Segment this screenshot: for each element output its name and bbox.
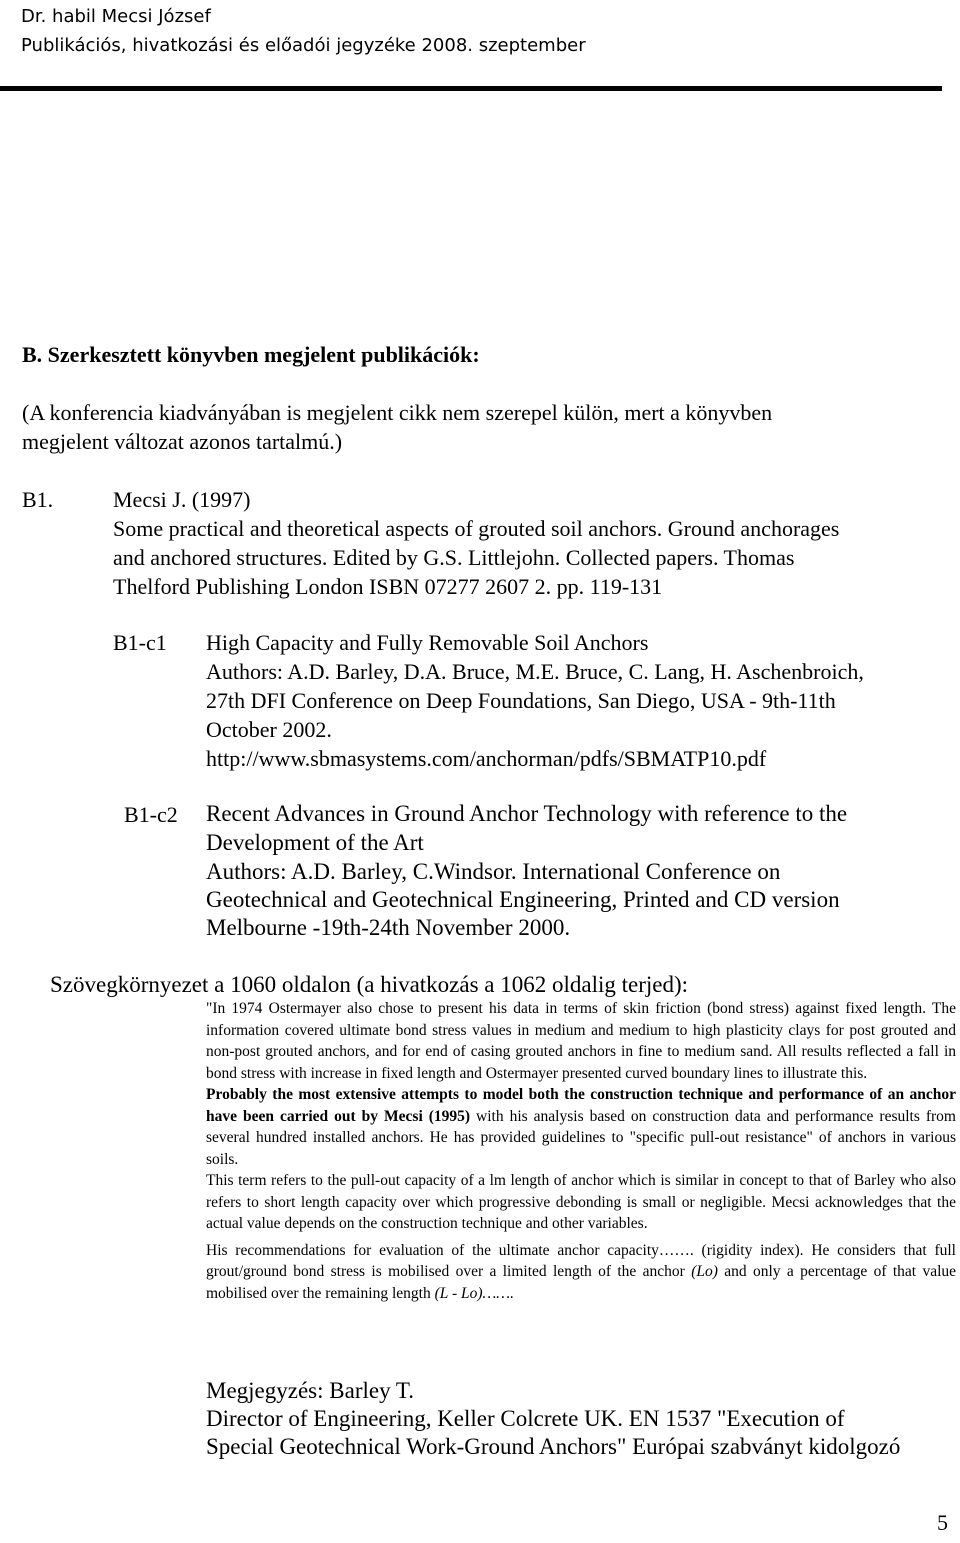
- entry-number: B1.: [22, 487, 54, 512]
- quote-paragraph: "In 1974 Ostermayer also chose to present his data in terms of skin friction (bond stress) against fixed length. The information covered ultimate bond stress values in medium and medium to high plasticity clays for post grouted and non-post grouted anchors, and for end of casing grouted anchors in fine to medium sand. All results reflected a fall in bond stress with increase in fixed length and Ostermayer presented curved boundary lines to illustrate this.: [206, 1000, 956, 1082]
- entry-line: and anchored structures. Edited by G.S. Littlejohn. Collected papers. Thomas: [113, 545, 795, 570]
- citation-line: October 2002.: [206, 717, 332, 742]
- citation-line: Melbourne -19th-24th November 2000.: [206, 915, 571, 940]
- entry-line: Some practical and theoretical aspects of grouted soil anchors. Ground anchorages: [113, 516, 840, 541]
- quote-text: His recommendations for evaluation of the ultimate anchor capacity……. (rigidity index). He considers that full grout/ground bond stress is mobilised over a limited length of the anchor: [206, 1241, 956, 1280]
- citation-line: Geotechnical and Geotechnical Engineering, Printed and CD version: [206, 887, 840, 912]
- entry-line: Thelford Publishing London ISBN 07277 2607 2. pp. 119-131: [113, 574, 663, 599]
- document-subtitle: Publikációs, hivatkozási és előadói jegyzéke 2008. szeptember: [21, 35, 586, 56]
- header-rule: [0, 86, 942, 91]
- context-heading: Szövegkörnyezet a 1060 oldalon (a hivatkozás a 1062 oldalig terjed):: [50, 972, 689, 997]
- quoted-passage: [206, 998, 956, 1304]
- citation-label: B1-c2: [124, 802, 178, 827]
- quote-paragraph: [206, 1084, 956, 1170]
- citation-line: Authors: A.D. Barley, D.A. Bruce, M.E. Bruce, C. Lang, H. Aschenbroich,: [206, 659, 864, 684]
- citation-line: Recent Advances in Ground Anchor Technology with reference to the: [206, 801, 848, 826]
- quote-bold-text: Probably the most extensive attempts to model both the construction technique and performance of an anchor have been carried out by Mecsi (1995): [206, 1086, 956, 1125]
- section-note-line1: (A konferencia kiadványában is megjelent cikk nem szerepel külön, mert a könyvben: [22, 400, 773, 425]
- document-author: Dr. habil Mecsi József: [21, 6, 211, 27]
- citation-line: High Capacity and Fully Removable Soil Anchors: [206, 630, 649, 655]
- page-number: 5: [937, 1510, 948, 1535]
- citation-line: Authors: A.D. Barley, C.Windsor. International Conference on: [206, 859, 781, 884]
- remark-line: Special Geotechnical Work-Ground Anchors" Európai szabványt kidolgozó: [206, 1434, 901, 1459]
- section-note-line2: megjelent változat azonos tartalmú.): [22, 429, 343, 454]
- quote-text: with his analysis based on construction data and performance results from several hundred installed anchors. He has provided guidelines to "specific pull-out resistance" of anchors in various soils.: [206, 1107, 956, 1168]
- remark-line: Megjegyzés: Barley T.: [206, 1378, 414, 1403]
- citation-label: B1-c1: [113, 630, 167, 655]
- citation-line: 27th DFI Conference on Deep Foundations, San Diego, USA - 9th-11th: [206, 688, 836, 713]
- citation-url: http://www.sbmasystems.com/anchorman/pdfs/SBMATP10.pdf: [206, 746, 767, 771]
- section-title: B. Szerkesztett könyvben megjelent publikációk:: [22, 342, 480, 367]
- quote-paragraph: This term refers to the pull-out capacity of a lm length of anchor which is similar in concept to that of Barley who also refers to short length capacity over which progressive debonding is small or negligible. Mecsi acknowledges that the actual value depends on the construction technique and other variables.: [206, 1172, 956, 1232]
- entry-line: Mecsi J. (1997): [113, 487, 251, 512]
- quote-italic-text: (Lo): [691, 1263, 718, 1280]
- quote-italic-text: (L - Lo)…….: [434, 1284, 514, 1302]
- quote-paragraph: [206, 1240, 956, 1305]
- remark-line: Director of Engineering, Keller Colcrete UK. EN 1537 "Execution of: [206, 1406, 845, 1431]
- citation-line: Development of the Art: [206, 830, 424, 855]
- quote-text: and only a percentage of that value mobilised over the remaining length: [206, 1263, 957, 1302]
